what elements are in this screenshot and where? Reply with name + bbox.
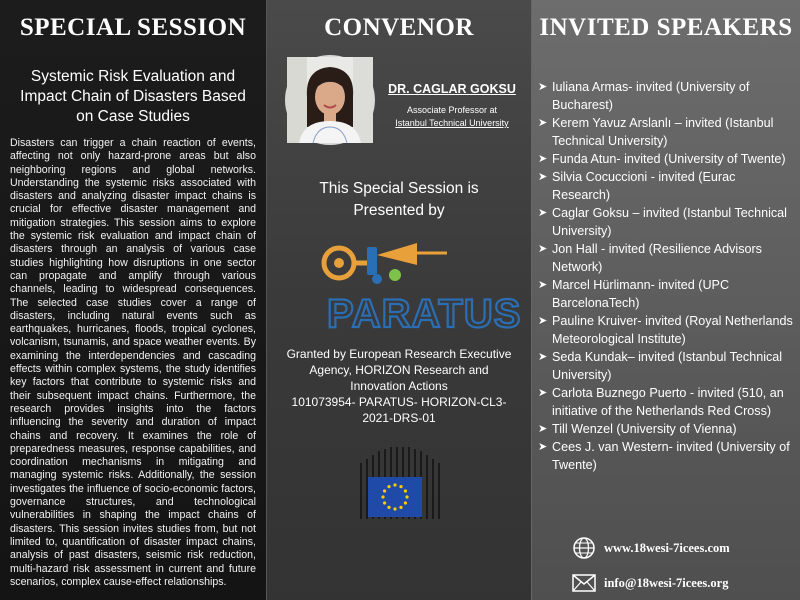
speaker-item: ➤ Caglar Goksu – invited (Istanbul Technical University) — [538, 206, 787, 238]
speaker-list — [538, 78, 794, 474]
speaker-item: ➤ Funda Atun- invited (University of Twente) — [538, 152, 786, 166]
grant-info — [285, 346, 513, 426]
arrow-bullet-icon: ➤ — [538, 279, 548, 291]
arrow-bullet-icon: ➤ — [538, 315, 548, 327]
speaker-item: ➤ Till Wenzel (University of Vienna) — [538, 422, 737, 436]
email-link[interactable]: info@18wesi-7icees.org — [604, 575, 729, 590]
arrow-bullet-icon: ➤ — [538, 171, 548, 183]
convenor-photo — [285, 55, 375, 145]
speaker-item: ➤ Jon Hall - invited (Resilience Advisors Network) — [538, 242, 762, 274]
convenor-name: DR. CAGLAR GOKSU — [388, 82, 516, 96]
arrow-bullet-icon: ➤ — [538, 387, 548, 399]
grant-id: 101073954- PARATUS- HORIZON-CL3-2021-DRS-01 — [291, 395, 507, 425]
eu-flag — [368, 477, 422, 517]
invited-speakers-column — [532, 0, 800, 600]
arrow-bullet-icon: ➤ — [538, 81, 548, 93]
convenor-role: Associate Professor at — [406, 105, 498, 115]
special-session-column — [0, 0, 266, 600]
presented-by-text: This Special Session is Presented by — [319, 180, 479, 219]
arrow-bullet-icon: ➤ — [538, 243, 548, 255]
speaker-item: ➤ Pauline Kruiver- invited (Royal Netherlands Meteorological Institute) — [538, 314, 793, 346]
speaker-item: ➤ Marcel Hürlimann- invited (UPC BarcelonaTech) — [538, 278, 730, 310]
arrow-bullet-icon: ➤ — [538, 351, 548, 363]
speaker-item: ➤ Carlota Buznego Puerto - invited (510, an initiative of the Netherlands Red Cross) — [538, 386, 784, 418]
paratus-logo-text: PARATUS — [327, 292, 522, 336]
paratus-logo — [307, 235, 522, 336]
speaker-item: ➤ Iuliana Armas- invited (University of Bucharest) — [538, 80, 750, 112]
invited-speakers-heading: INVITED SPEAKERS — [539, 14, 793, 41]
convenor-affiliation — [377, 104, 527, 130]
globe-icon — [572, 536, 596, 560]
convenor-institution-link[interactable]: Istanbul Technical University — [395, 118, 509, 128]
arrow-bullet-icon: ➤ — [538, 441, 548, 453]
speaker-item: ➤ Kerem Yavuz Arslanlı – invited (Istanbul Technical University) — [538, 116, 774, 148]
grant-text: Granted by European Research Executive Agency, HORIZON Research and Innovation Actions — [286, 347, 512, 393]
website-contact[interactable] — [572, 536, 730, 560]
eu-commission-logo — [330, 445, 470, 525]
website-link[interactable]: www.18wesi-7icees.com — [604, 540, 730, 555]
arrow-bullet-icon: ➤ — [538, 153, 548, 165]
session-title: Systemic Risk Evaluation and Impact Chain of Disasters Based on Case Studies — [20, 68, 246, 125]
convenor-heading: CONVENOR — [324, 14, 474, 41]
arrow-bullet-icon: ➤ — [538, 207, 548, 219]
convenor-column — [266, 0, 532, 600]
envelope-icon — [572, 574, 596, 592]
speaker-item: ➤ Cees J. van Western- invited (University of Twente) — [538, 440, 790, 472]
arrow-bullet-icon: ➤ — [538, 117, 548, 129]
session-description: Disasters can trigger a chain reaction of events, affecting not only hazard-prone areas but also neighboring regions and global networks. Understanding the systemic risks associated with disasters and analyzing disaster impact chains is crucial for effective disaster management and mitigation strategies. This session aims to explore the systemic risk evaluation and impact chain of disasters through an analysis of various case studies highlighting how disruptions in one sector can propagate and amplify through various channels, leading to widespread consequences. The selected case studies cover a range of disasters, including natural events such as earthquakes, hurricanes, floods, tropical cyclones, volcanism, tsunamis, and space weather events. By examining the interdependencies and cascading effects within complex systems, the study identifies key factors that contribute to systemic risks and their subsequent impact chains. Furthermore, the research provides insights into the factors influencing the severity and duration of impact chains and recovery. It examines the role of preparedness measures, response capabilities, and coordination mechanisms in mitigating and managing systemic risks. Additionally, the session investigates the influence of socio-economic factors, governance structures, and technological vulnerabilities in shaping the impact chains of disasters. This session invites studies from, but not limited to, quantification of disaster impact chains, analysis of past disasters, seismic risk reduction, multi-hazard risk assessment in current and future scenarios, complex cause-effect relationships. — [10, 137, 256, 588]
email-contact[interactable] — [572, 574, 728, 592]
speaker-item: ➤ Seda Kundak– invited (Istanbul Technical University) — [538, 350, 783, 382]
arrow-bullet-icon: ➤ — [538, 423, 548, 435]
speaker-item: ➤ Silvia Cocuccioni - invited (Eurac Research) — [538, 170, 736, 202]
special-session-heading: SPECIAL SESSION — [19, 14, 247, 41]
